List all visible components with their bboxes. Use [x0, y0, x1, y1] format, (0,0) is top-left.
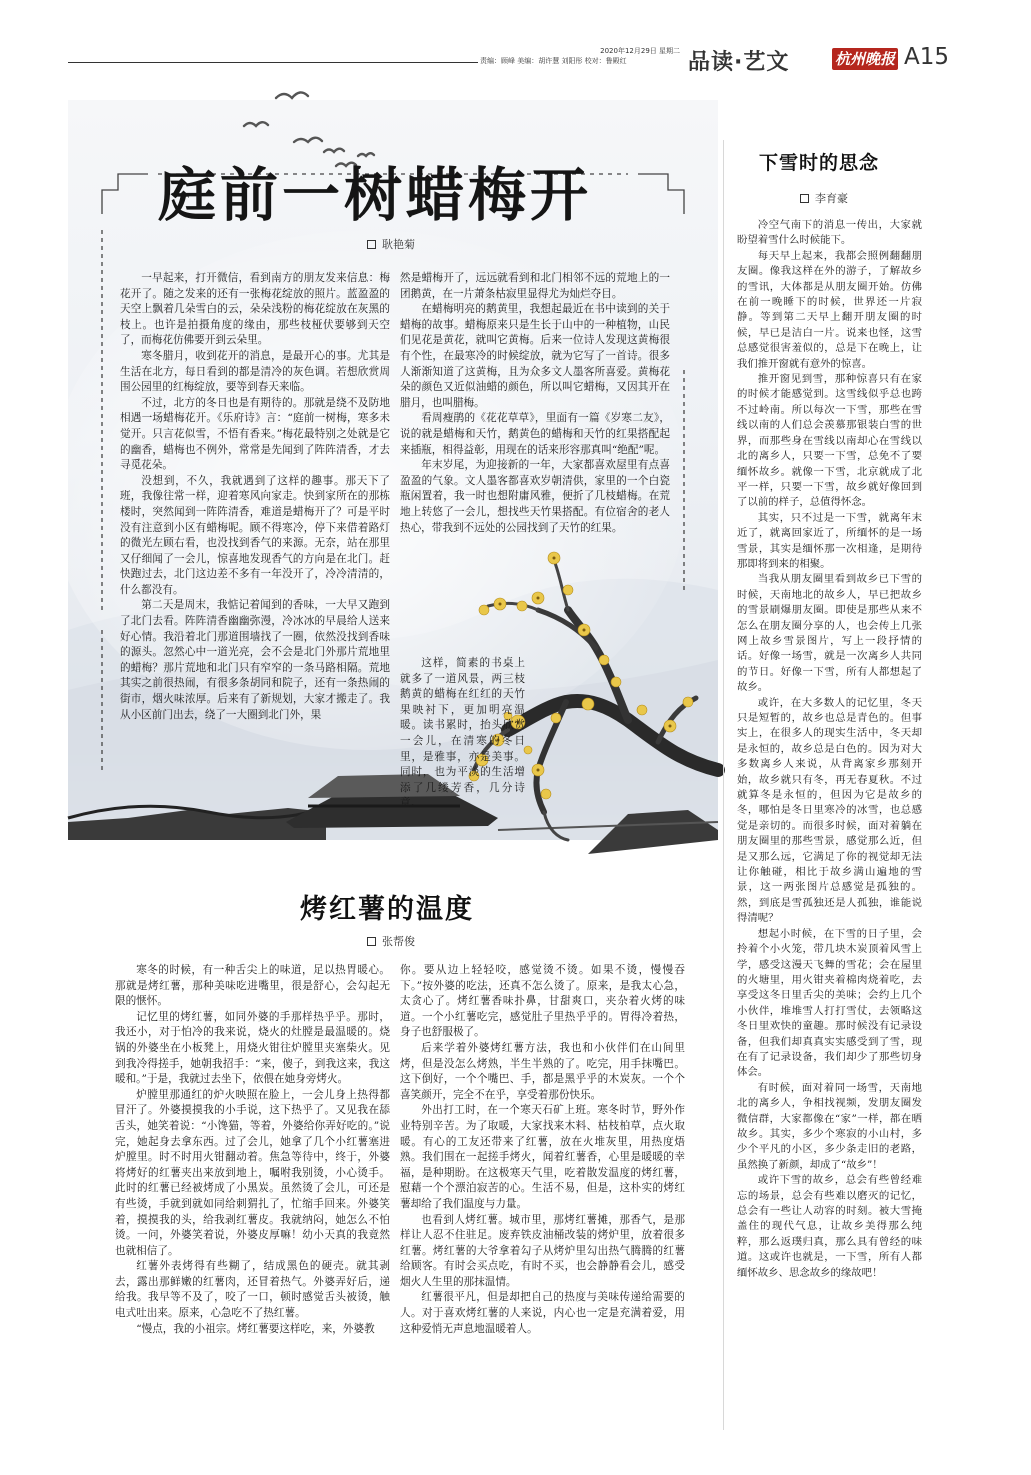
- paragraph: 也看到人烤红薯。城市里，那烤红薯摊，那香气，是那样让人忍不住驻足。废弃铁皮油桶改装的烤炉里，放着很多红薯。烤红薯的大爷拿着勾子从烤炉里勾出热气腾腾的红薯给顾客。有时会买点吃，有时不买，也会静静看会儿，感受烟火人生里的那抹温情。: [400, 1213, 685, 1288]
- paragraph: 这样，简素的书桌上就多了一道风景，两三枝鹅黄的蜡梅在红红的天竹果映衬下，更加明亮温暖。读书累时，抬头欣赏一会儿，在清寒的冬日里，是雅事，亦是美事。同时，也为平淡的生活增添了几缕芳香，几分诗意。: [400, 657, 525, 810]
- paragraph: 没想到，不久，我就遇到了这样的趣事。那天下了班，我像往常一样，迎着寒风向家走。快到家所在的那栋楼时，突然闻到一阵阵清香，难道是蜡梅开了？可是平时没有注意到小区有蜡梅呢。顾不得寒冷，停下来借着路灯的微光左顾右看，也没找到香气的来源。无奈，站在那里又仔细闻了一会儿，惊喜地发现香气的方向是在北门。赶快跑过去，北门这边差不多有一年没开了，冷冷清清的，什么都没有。: [120, 474, 390, 596]
- paragraph: 你。要从边上轻轻咬，感觉烫不烫。如果不烫，慢慢吞下。”按外婆的吃法，还真不怎么烫了。原来，是我太心急，太贪心了。烤红薯香味扑鼻，甘甜爽口，夹杂着火烤的味道。一个小红薯吃完，感觉肚子里热乎乎的。胃得冷着热，身子也舒服极了。: [400, 964, 685, 1039]
- article-title-lamei: 庭前一树蜡梅开: [158, 161, 593, 229]
- paragraph: 或许下雪的故乡，总会有些曾经难忘的场景，总会有些难以磨灭的记忆，总会有一些让人动容的时刻。被大雪掩盖住的现代气息，让故乡美得那么纯粹，那么返璞归真，那么具有曾经的味道。这或许也就是，一下雪，所有人都缅怀故乡、思念故乡的缘故吧！: [737, 1174, 922, 1279]
- paragraph: 不过，北方的冬日也是有期待的。那就是绕不及防地相遇一场蜡梅花开。《乐府诗》言：“庭前一树梅，寒多未觉开。只言花似雪，不悟有香来。”梅花最特别之处就是它的幽香，蜡梅也不例外，常常是先闻到了阵阵清香，才去寻觅花朵。: [120, 396, 390, 472]
- byline-box-icon: [800, 194, 809, 203]
- paragraph: “慢点，我的小祖宗。烤红薯要这样吃，来，外婆教: [136, 1322, 375, 1335]
- author-name: 李育豪: [815, 192, 848, 205]
- page-number: A15: [904, 44, 950, 70]
- article-title-snow: 下雪时的思念: [759, 152, 880, 174]
- column-divider: [723, 140, 724, 1430]
- paragraph: 或许，在大多数人的记忆里，冬天只是短暂的，故乡也总是青色的。但事实上，在很多人的现实生活中，冬天却是永恒的，故乡总是白色的。因为对大多数离乡人来说，从背离家乡那刻开始，故乡就只有冬，再无春夏秋。不过就算冬是永恒的，但因为它是故乡的冬，哪怕是冬日里寒冷的冰雪，也总感觉是亲切的。而很多时候，面对着躺在朋友圈里的那些雪景，感觉那么近，但是又那么远，它满足了你的视觉却无法让你触碰，相比于故乡满山遍地的雪景，这一两张图片总感觉是孤独的。然，到底是雪孤独还是人孤独，谁能说得清呢？: [737, 696, 922, 925]
- byline-box-icon: [367, 937, 376, 946]
- paragraph: 冷空气南下的消息一传出，大家就盼望着雪什么时候能下。: [737, 219, 922, 247]
- paragraph: 想起小时候，在下雪的日子里，会拎着个小火笼，带几块木炭顶着风雪上学，感受这漫天飞舞的雪花；会在屋里的火塘里，用火钳夹着棉肉烧着吃，去享受这冬日里舌尖的美味；会约上几个小伙伴，堆堆雪人打打雪仗，去领略这冬日里欢快的童趣。那时候没有记录设备，但我们却真真实实感受到了雪，现在有了记录设备，我们却少了那些切身体会。: [737, 927, 922, 1079]
- paragraph: 然是蜡梅开了，远远就看到和北门相邻不远的荒地上的一团鹅黄，在一片萧条枯寂里显得尤为灿烂夺目。: [400, 272, 670, 300]
- article-byline: [367, 236, 415, 252]
- paragraph: 每天早上起来，我都会照例翻翻朋友圈。像我这样在外的游子，了解故乡的雪讯，大体都是从朋友圈开始。仿佛在前一晚睡下的时候，世界还一片寂静。等到第二天早上翻开朋友圈的时候，早已是洁白一片。说来也怪，这雪总感觉很害羞似的，总是下在晚上，让我们推开窗就有意外的惊喜。: [737, 249, 922, 370]
- paragraph: 红薯很平凡，但是却把自己的热度与美味传递给需要的人。对于喜欢烤红薯的人来说，内心也一定是充满着爱，用这种爱悄无声息地温暖着人。: [400, 1291, 685, 1335]
- paragraph: 寒冬腊月，收到花开的消息，是最开心的事。尤其是生活在北方，每日看到的都是清冷的灰色调。若想欣赏周围公园里的红梅绽放，要等到春天来临。: [120, 349, 390, 394]
- editor-credits: 责编：顾峰 美编：胡许慧 刘阳彤 校对：鲁殿红: [480, 57, 627, 65]
- paragraph: 外出打工时，在一个寒天石矿上班。寒冬时节，野外作业特别辛苦。为了取暖，大家找来木料、枯枝柏草，点火取暖。有心的工友还带来了红薯，放在火堆灰里，用热度焐熟。我们围在一起搓手烤火，闻着红薯香，心里是暖暖的幸福，是种期盼。在这极寒天气里，吃着散发温度的烤红薯，慰藉一个个漂泊寂苦的心。生活不易，但是，这朴实的烤红薯却给了我们温度与力量。: [400, 1104, 685, 1210]
- article-byline: [800, 190, 848, 206]
- section-name: 品读·艺文: [688, 50, 790, 75]
- paragraph: 年末岁尾，为迎接新的一年，大家都喜欢屋里有点喜盈盈的气象。文人墨客都喜欢岁朝清供，家里的一个白瓷瓶闲置着，我一时也想附庸风雅，便折了几枝蜡梅。在荒地上转悠了一会儿，想找些天竹果搭配。有位宿舍的老人热心，带我到不远处的公园找到了天竹的红果。: [400, 459, 670, 534]
- issue-date: 2020年12月29日 星期二: [600, 47, 680, 55]
- paragraph: 寒冬的时候，有一种舌尖上的味道，足以热胃暖心。那就是烤红薯，那种美味吃进嘴里，很是舒心，会勾起无限的惬怀。: [115, 964, 390, 1008]
- author-name: 耿艳菊: [382, 238, 415, 251]
- paragraph: 其实，只不过是一下雪，就离年末近了，就离回家近了，所缅怀的是一场雪景，其实是缅怀那一次相逢，是期待那即将到来的相聚。: [737, 511, 922, 570]
- paragraph: 推开窗见到雪，那种惊喜只有在家的时候才能感觉到。这雪线似乎总也跨不过岭南。所以每次一下雪，那些在雪线以南的人们总会羡慕那银装白雪的世界，而那些身在雪线以南却心在雪线以北的离乡人，只要一下雪，总免不了要缅怀故乡。就像一下雪，北京就成了北平一样，只要一下雪，故乡就好像回到了以前的样子，总值得怀念。: [737, 373, 922, 509]
- article-column-2: [400, 963, 685, 1425]
- byline-box-icon: [367, 240, 376, 249]
- article-column-2: [400, 271, 670, 656]
- article-column-1: [120, 271, 390, 791]
- header-meta: [480, 46, 680, 66]
- paragraph: 第二天是周末，我惦记着闻到的香味，一大早又跑到了北门去看。阵阵清香幽幽弥漫，冷冰冰的早晨给人送来好心情。我沿着北门那道围墙找了一圈，依然没找到香味的源头。忽然心中一道光亮，会不会是北门外那片荒地里的蜡梅？那片荒地和北门只有窄窄的一条马路相隔。荒地其实之前很热闹，有很多条胡同和院子，还有一条热闹的街市，烟火味浓厚。后来有了新规划，大家才搬走了。我从小区前门出去，绕了一大圈到北门外，果: [120, 599, 390, 721]
- paragraph: 看周瘦鹃的《花花草草》，里面有一篇《岁寒二友》，说的就是蜡梅和天竹，鹅黄色的蜡梅和天竹的红果搭配起来插瓶，相得益彰，用现在的话来形容那真叫“绝配”呢。: [400, 412, 670, 456]
- article-column-2-tail: [400, 656, 525, 810]
- paragraph: 后来学着外婆烤红薯方法，我也和小伙伴们在山间里烤，但是没怎么烤熟，半生半熟的了。吃完，用手抹嘴巴。这下倒好，一个个嘴巴、手，都是黑乎乎的木炭灰。一个个喜笑颜开，完全不在乎，享受着那份快乐。: [400, 1041, 685, 1101]
- paragraph: 当我从朋友圈里看到故乡已下雪的时候，天南地北的故乡人，早已把故乡的雪景刷爆朋友圈。即使是那些从来不怎么在朋友圈分享的人，也会传上几张网上故乡雪景图片，写上一段抒情的话。好像一场雪，就是一次离乡人共同的节日。好像一下雪，所有人都想起了故乡。: [737, 573, 922, 694]
- paragraph: 红薯外表烤得有些糊了，结成黑色的硬壳。就其剥去，露出那鲜嫩的红薯肉，还冒着热气。外婆弄好后，递给我。我早等不及了，咬了一口，顿时感觉舌头被烫，触电式吐出来。原来，心急吃不了热红薯。: [115, 1260, 390, 1320]
- paragraph: 在蜡梅明亮的鹅黄里，我想起最近在书中读到的关于蜡梅的故事。蜡梅原来只是生长于山中的一种植物，山民们见花是黄花，就叫它黄梅。后来一位诗人发现这黄梅很有个性，在最寒冷的时候绽放，就为它写了一首诗。很多人渐渐知道了这黄梅，且为众多文人墨客所喜爱。黄梅花朵的颜色又近似油蜡的颜色，所以叫它蜡梅，又因其开在腊月，也叫腊梅。: [400, 303, 670, 409]
- newspaper-logo: 杭州晚报: [832, 48, 898, 70]
- article-column-right: [737, 218, 922, 1428]
- article-column-1: [115, 963, 390, 1425]
- paragraph: 一早起来，打开微信，看到南方的朋友发来信息：梅花开了。随之发来的还有一张梅花绽放的照片。蓝盈盈的天空上飘着几朵雪白的云，朵朵浅粉的梅花绽放在灰黑的枝上。也许是拍摄角度的缘由，那些枝桠伏要够到天空了，而梅花仿佛要开到云朵里。: [120, 272, 390, 347]
- article-byline: [367, 933, 415, 949]
- paragraph: 记忆里的烤红薯，如同外婆的手那样热乎乎。那时，我还小，对于怕冷的我来说，烧火的灶膛是最温暖的。烧锅的外婆坐在小板凳上，用烧火钳往炉膛里夹塞柴火。见到我冷得搓手，她朝我招手：“来，傻子，到我这来，我这暖和。”于是，我就过去坐下，依偎在她身旁烤火。: [115, 1010, 390, 1086]
- paragraph: 炉膛里那通红的炉火映照在脸上，一会儿身上热得都冒汗了。外婆摸摸我的小手说，这下热乎了。又见我在舔舌头，她笑着说：“小馋猫，等着，外婆给你弄好吃的。”说完，她起身去拿东西。过了会儿，她拿了几个小红薯塞进炉膛里。时不时用火钳翻动着。焦急等待中，终于，外婆将烤好的红薯夹出来放到地上，嘱咐我别烫，小心烫手。此时的红薯已经被烤成了小黑炭。虽然烫了会儿，可还是有些烫，手就到就如同给刺猬扎了，忙缩手回来。外婆笑着，摸摸我的头，给我剥红薯皮。我就纳闷，她怎么不怕烫。一问，外婆笑着说，外婆皮厚嘛！幼小天真的我竟然也就相信了。: [115, 1088, 390, 1257]
- header-rule: [68, 62, 478, 63]
- paragraph: 有时候，面对着同一场雪，天南地北的离乡人，争相找视频，发朋友圈发微信群，大家都像在“家”一样，都在晒故乡。其实，多少个寒寂的小山村，多少个平凡的小区，多少条走旧的老路，虽然换了新颜，却成了“故乡”！: [737, 1081, 922, 1171]
- article-title-sweet-potato: 烤红薯的温度: [300, 894, 474, 925]
- author-name: 张帮俊: [382, 935, 415, 948]
